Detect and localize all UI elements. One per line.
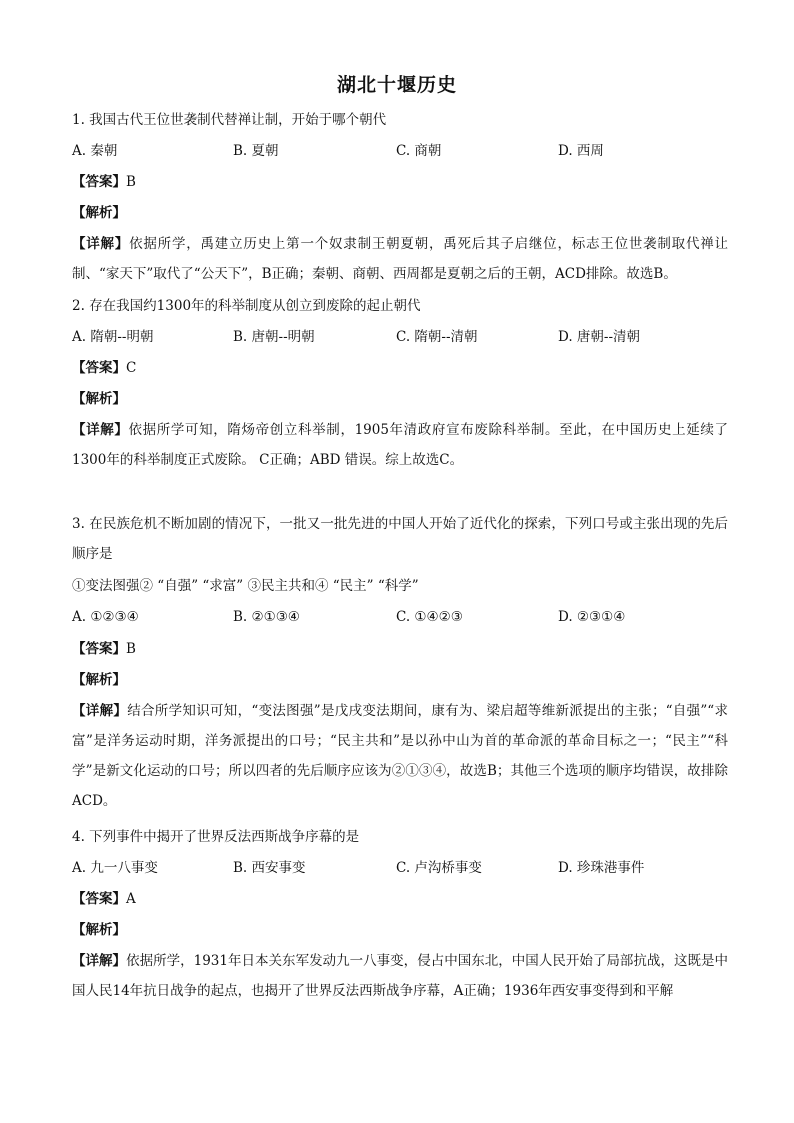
- question-4-analysis: [72, 921, 728, 939]
- analysis-tag: 【解析】: [72, 922, 126, 938]
- question-4-stem: 4. 下列事件中揭开了世界反法西斯战争序幕的是: [72, 829, 360, 845]
- question-2-detail: [72, 415, 728, 475]
- answer-value: A: [126, 891, 136, 907]
- question-2-option-b: B. 唐朝--明朝: [233, 329, 315, 345]
- question-3-stem: 3. 在民族危机不断加剧的情况下，一批又一批先进的中国人开始了近代化的探索，下列口号或主张出现的先后顺序是: [72, 516, 728, 562]
- question-2-option-d: D. 唐朝--清朝: [558, 329, 641, 345]
- answer-value: B: [126, 174, 136, 190]
- question-2-option-a: A. 隋朝--明朝: [72, 329, 154, 345]
- question-3-sub: ①变法图强② “自强” “求富” ③民主共和④ “民主” “科学”: [72, 578, 419, 594]
- question-1-detail: [72, 229, 728, 289]
- question-1-option-b: B. 夏朝: [233, 143, 279, 159]
- answer-tag: 【答案】: [72, 360, 126, 376]
- question-3-option-a: A. ①②③④: [72, 609, 139, 625]
- question-4-option-c: C. 卢沟桥事变: [396, 860, 482, 876]
- detail-tag: 【详解】: [72, 236, 130, 252]
- question-1-answer: [72, 173, 728, 191]
- detail-text: 依据所学，禹建立历史上第一个奴隶制王朝夏朝，禹死后其子启继位，标志王位世袭制取代禅让制、“家天下”取代了“公天下”，B正确；秦朝、商朝、西周都是夏朝之后的王朝，ACD排除。故选B。: [72, 236, 729, 282]
- question-2-answer: [72, 359, 728, 377]
- question-2-option-c: C. 隋朝--清朝: [396, 329, 478, 345]
- detail-tag: 【详解】: [72, 703, 128, 719]
- analysis-tag: 【解析】: [72, 205, 126, 221]
- question-3-option-b: B. ②①③④: [233, 609, 300, 625]
- analysis-tag: 【解析】: [72, 391, 126, 407]
- question-4-answer: [72, 890, 728, 908]
- question-3-detail: [72, 696, 728, 816]
- detail-text: 依据所学，1931年日本关东军发动九一八事变，侵占中国东北，中国人民开始了局部抗战，这既是中国人民14年抗日战争的起点，也揭开了世界反法西斯战争序幕，A正确；1936年西安事变得到和平解: [72, 953, 729, 999]
- question-3-option-d: D. ②③①④: [558, 609, 626, 625]
- question-3-analysis: [72, 671, 728, 689]
- question-1-option-c: C. 商朝: [396, 143, 442, 159]
- question-2-analysis: [72, 390, 728, 408]
- question-4-option-a: A. 九一八事变: [72, 860, 158, 876]
- detail-text: 结合所学知识可知，“变法图强”是戊戌变法期间，康有为、梁启超等维新派提出的主张；“自强”“求富”是洋务运动时期，洋务派提出的口号；“民主共和”是以孙中山为首的革命派的革命目标之一；“民主”“科学”是新文化运动的口号；所以四者的先后顺序应该为②①③④，故选B；其他三个选项的顺序均错误，故排除ACD。: [72, 703, 729, 809]
- answer-tag: 【答案】: [72, 891, 126, 907]
- question-1-stem: 1. 我国古代王位世袭制代替禅让制，开始于哪个朝代: [72, 112, 387, 128]
- question-3-option-c: C. ①④②③: [396, 609, 463, 625]
- page-title: 湖北十堰历史: [336, 74, 457, 96]
- answer-value: C: [126, 360, 137, 376]
- answer-tag: 【答案】: [72, 174, 126, 190]
- answer-value: B: [126, 641, 136, 657]
- question-4-detail: [72, 946, 728, 1006]
- detail-tag: 【详解】: [72, 422, 129, 438]
- question-4-option-d: D. 珍珠港事件: [558, 860, 645, 876]
- question-1-analysis: [72, 204, 728, 222]
- question-4-option-b: B. 西安事变: [233, 860, 306, 876]
- question-1-option-a: A. 秦朝: [72, 143, 118, 159]
- question-1-option-d: D. 西周: [558, 143, 604, 159]
- analysis-tag: 【解析】: [72, 672, 126, 688]
- detail-tag: 【详解】: [72, 953, 127, 969]
- answer-tag: 【答案】: [72, 641, 126, 657]
- detail-text: 依据所学可知，隋炀帝创立科举制，1905年清政府宣布废除科举制。至此，在中国历史上延续了1300年的科举制度正式废除。 C正确；ABD 错误。综上故选C。: [72, 422, 728, 468]
- question-3-answer: [72, 640, 728, 658]
- question-2-stem: 2. 存在我国约1300年的科举制度从创立到废除的起止朝代: [72, 298, 421, 314]
